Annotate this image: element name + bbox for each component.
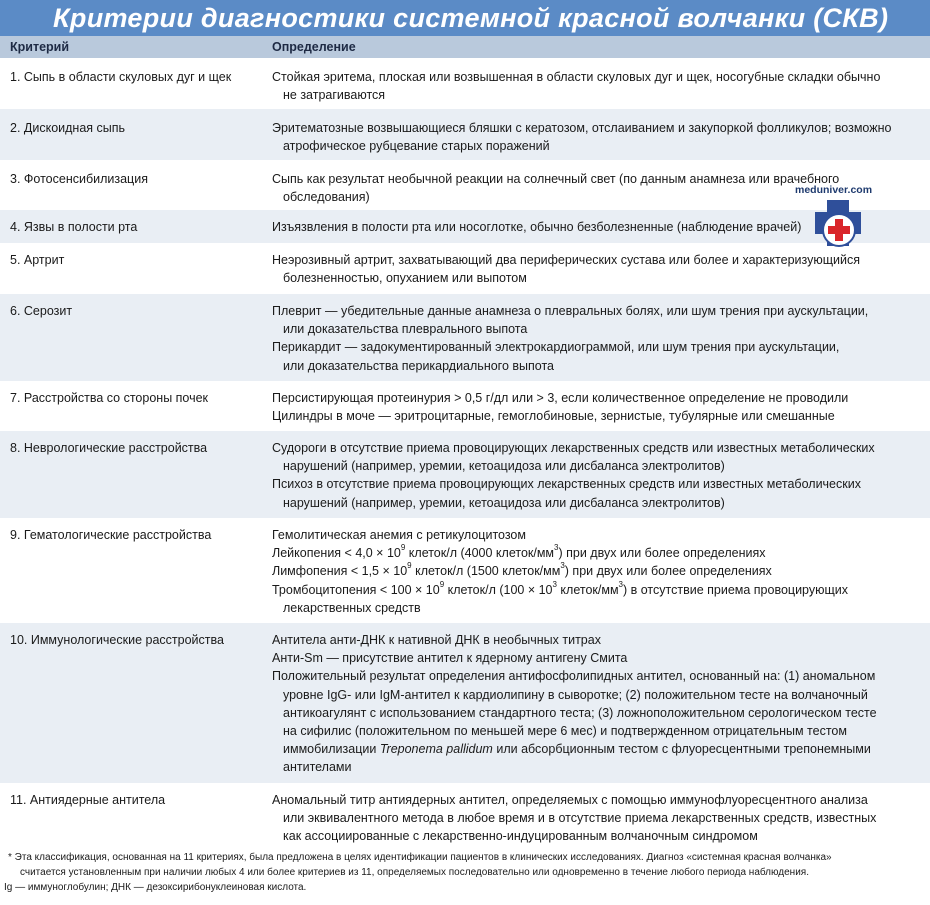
footnote-line: считается установленным при наличии любых 4 или более критериев из 11, определяемых последовательно или одновременно в течение любого периода наблюдения. bbox=[20, 867, 809, 878]
definition-line: Стойкая эритема, плоская или возвышенная в области скуловых дуг и щек, носогубные складки обычно bbox=[272, 70, 881, 84]
criterion-definition bbox=[272, 526, 924, 617]
table-row bbox=[0, 381, 930, 431]
criterion-label: 11. Антиядерные антитела bbox=[10, 793, 166, 807]
definition-line: Сыпь как результат необычной реакции на солнечный свет (по данным анамнеза или врачебного bbox=[272, 172, 840, 186]
criterion-label: 1. Сыпь в области скуловых дуг и щек bbox=[10, 70, 232, 84]
page-title: Критерии диагностики системной красной волчанки (СКВ) bbox=[0, 0, 930, 36]
table-header bbox=[0, 36, 930, 58]
definition-line: на сифилис (положительном по меньшей мере 6 мес) и подтвержденном отрицательным тестом bbox=[283, 724, 847, 739]
criterion-definition bbox=[272, 791, 924, 846]
definition-line: Изъязвления в полости рта или носоглотке, обычно безболезненные (наблюдение врачей) bbox=[272, 220, 802, 234]
criterion-label: 4. Язвы в полости рта bbox=[10, 220, 138, 234]
criterion-label: 7. Расстройства со стороны почек bbox=[10, 391, 209, 405]
header-criterion: Критерий bbox=[10, 40, 70, 54]
criterion-definition bbox=[272, 389, 924, 425]
definition-line: иммобилизации Treponema pallidum или абсорбционным тестом с флуоресцентными трепонемными bbox=[283, 742, 871, 757]
definition-line: Цилиндры в моче — эритроцитарные, гемоглобиновые, зернистые, тубулярные или смешанные bbox=[272, 409, 835, 424]
header-definition: Определение bbox=[272, 40, 356, 54]
criterion-label: 6. Серозит bbox=[10, 304, 73, 318]
definition-line: Лейкопения < $4,0 \times 10^9$ клеток/л (4000 клеток/$мм^3$) при двух или более определениях bbox=[272, 543, 766, 561]
criterion-label: 9. Гематологические расстройства bbox=[10, 528, 212, 542]
table-row bbox=[0, 783, 930, 850]
definition-line: болезненностью, опуханием или выпотом bbox=[283, 271, 527, 286]
criterion-definition bbox=[272, 119, 924, 155]
definition-line: нарушений (например, уремии, кетоацидоза или дисбаланса электролитов) bbox=[283, 495, 725, 510]
definition-line: или эквивалентного метода в любое время и в отсутствие приема лекарственных средств, известных bbox=[283, 811, 877, 826]
criterion-label: 5. Артрит bbox=[10, 253, 65, 267]
definition-line: Тромбоцитопения < $100 \times 10^9$ клеток/л ($100 \times 10^3$ клеток/$мм^3$) в отсутствие приема провоцирующих bbox=[272, 579, 849, 597]
definition-line: Положительный результат определения антифосфолипидных антител, основанный на: (1) аномальном bbox=[272, 669, 876, 684]
criterion-label: 3. Фотосенсибилизация bbox=[10, 172, 148, 186]
definition-line: Судороги в отсутствие приема провоцирующих лекарственных средств или известных метаболических bbox=[272, 441, 875, 455]
footnote-line: Ig — иммуноглобулин; ДНК — дезоксирибонуклеиновая кислота. bbox=[4, 882, 307, 893]
definition-line: лекарственных средств bbox=[283, 600, 421, 615]
definition-line: Перикардит — задокументированный электрокардиограммой, или шум трения при аускультации, bbox=[272, 340, 840, 355]
criterion-definition bbox=[272, 68, 924, 104]
definition-line: или доказательства перикардиального выпота bbox=[283, 358, 554, 373]
definition-line: Эритематозные возвышающиеся бляшки с кератозом, отслаиванием и закупоркой фолликулов; возможно bbox=[272, 121, 892, 135]
definition-line: уровне IgG- или IgM-антител к кардиолипину в сыворотке; (2) положительном тесте на волчаночный bbox=[283, 687, 868, 702]
definition-line: Антитела анти-ДНК к нативной ДНК в необычных титрах bbox=[272, 633, 601, 647]
footnote-line: * Эта классификация, основанная на 11 критериях, была предложена в целях идентификации пациентов в клинических исследованиях. Диагноз «системная красная волчанка» bbox=[8, 852, 832, 863]
definition-line: Плеврит — убедительные данные анамнеза о плевральных болях, или шум трения при аускультации, bbox=[272, 304, 869, 318]
definition-line: Аномальный титр антиядерных антител, определяемых с помощью иммунофлуоресцентного анализа bbox=[272, 793, 868, 807]
table-row bbox=[0, 160, 930, 210]
table-row bbox=[0, 210, 930, 243]
definition-line: Психоз в отсутствие приема провоцирующих лекарственных средств или известных метаболических bbox=[272, 477, 861, 492]
criterion-definition bbox=[272, 439, 924, 512]
table-row bbox=[0, 623, 930, 783]
table-row bbox=[0, 58, 930, 109]
criterion-label: 10. Иммунологические расстройства bbox=[10, 633, 224, 647]
definition-line: обследования) bbox=[283, 190, 370, 205]
criterion-definition bbox=[272, 631, 924, 777]
criterion-label: 2. Дискоидная сыпь bbox=[10, 121, 126, 135]
definition-line: не затрагиваются bbox=[283, 88, 386, 103]
table-row bbox=[0, 294, 930, 381]
definition-line: Гемолитическая анемия с ретикулоцитозом bbox=[272, 528, 526, 542]
definition-line: как ассоциированные с лекарственно-индуцированным волчаночным синдромом bbox=[283, 829, 758, 844]
definition-line: Неэрозивный артрит, захватывающий два периферических сустава или более и характеризующийся bbox=[272, 253, 860, 267]
definition-line: Анти-Sm — присутствие антител к ядерному антигену Смита bbox=[272, 651, 628, 666]
watermark-text: meduniver.com bbox=[795, 184, 873, 196]
watermark-logo bbox=[795, 184, 875, 256]
footnotes bbox=[0, 850, 930, 895]
definition-line: нарушений (например, уремии, кетоацидоза или дисбаланса электролитов) bbox=[283, 459, 725, 474]
definition-line: атрофическое рубцевание старых поражений bbox=[283, 139, 550, 154]
definition-line: Лимфопения < $1,5 \times 10^9$ клеток/л (1500 клеток/$мм^3$) при двух или более определениях bbox=[272, 561, 772, 579]
definition-line: антикоагулянт с использованием стандартного теста; (3) ложноположительном серологическом тесте bbox=[283, 705, 877, 720]
table-row bbox=[0, 109, 930, 160]
definition-line: Персистирующая протеинурия > 0,5 г/дл или > 3, если количественное определение не проводили bbox=[272, 391, 849, 405]
definition-line: антителами bbox=[283, 760, 352, 775]
medical-cross-icon bbox=[803, 194, 875, 266]
table-row bbox=[0, 243, 930, 294]
table-row bbox=[0, 431, 930, 518]
table-row bbox=[0, 518, 930, 623]
criterion-definition bbox=[272, 302, 924, 375]
criterion-label: 8. Неврологические расстройства bbox=[10, 441, 208, 455]
definition-line: или доказательства плеврального выпота bbox=[283, 322, 528, 337]
